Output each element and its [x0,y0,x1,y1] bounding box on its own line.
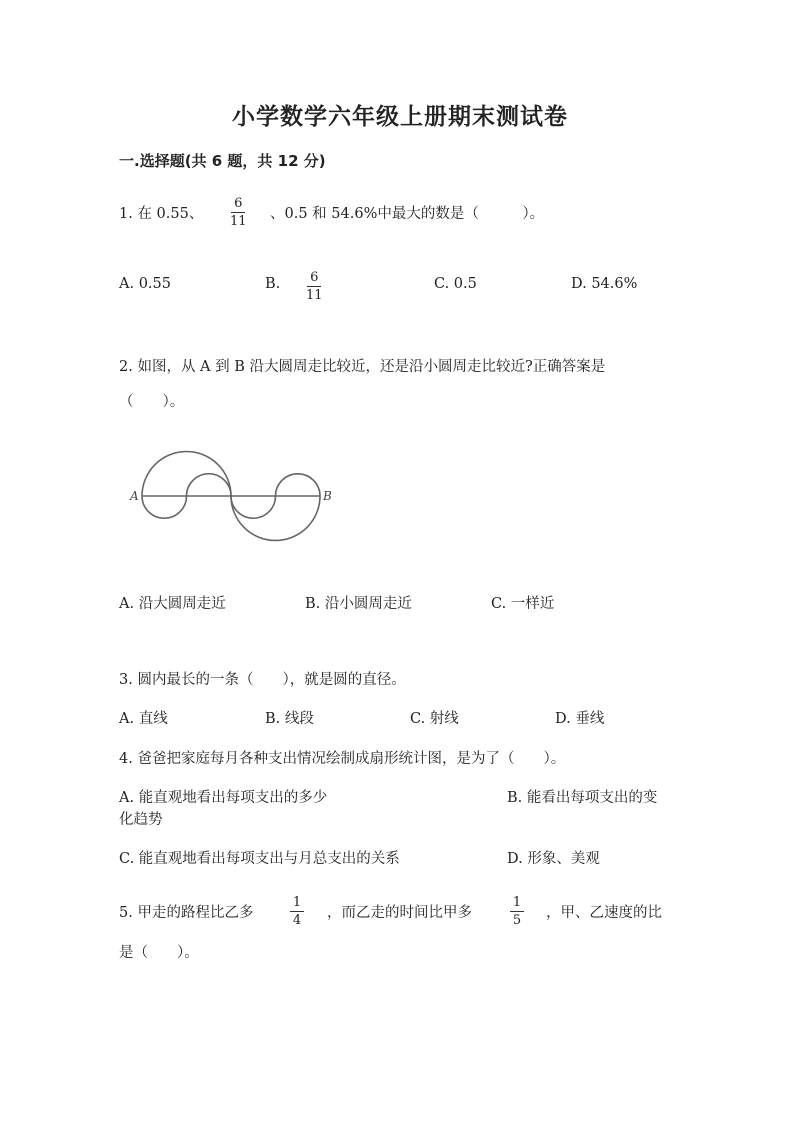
q1-fraction [230,196,247,229]
big-lower-arc [231,496,320,540]
q1-option-d: D. 54.6% [571,276,638,292]
q5-fraction-1 [290,895,304,928]
small-arc-3 [231,496,276,518]
q5-text-part2: ，而乙走的时间比甲多 [327,905,472,921]
q5-fraction-1-numerator: 1 [292,895,302,910]
q4-option-d: D. 形象、美观 [507,851,600,867]
q3-option-b: B. 线段 [265,711,314,727]
big-upper-arc [142,452,231,497]
q5-fraction-2-denominator: 5 [512,913,522,928]
q5-text-line2: 是（ ）。 [119,945,199,961]
q2-text-line2: （ ）。 [119,394,185,410]
q5-text-part3: ，甲、乙速度的比 [546,905,662,921]
q1-option-c: C. 0.5 [434,276,477,292]
q3-text: 3. 圆内最长的一条（ ），就是圆的直径。 [119,672,406,688]
q5-fraction-2 [510,895,524,928]
page-title: 小学数学六年级上册期末测试卷 [232,104,568,130]
q3-option-c: C. 射线 [410,711,459,727]
q4-option-b-line1: B. 能看出每项支出的变 [507,790,658,806]
q4-option-a: A. 能直观地看出每项支出的多少 [119,790,328,806]
small-arc-4 [276,474,321,496]
q2-option-a: A. 沿大圆周走近 [119,596,226,612]
q1-fraction-numerator: 6 [234,196,243,211]
q1-option-b-label: B. [265,276,281,292]
q1-option-b-fraction [306,270,323,303]
small-arc-1 [142,496,187,518]
q1-fraction-denominator: 11 [230,214,247,229]
q2-text-line1: 2. 如图，从 A 到 B 沿大圆周走比较近，还是沿小圆周走比较近?正确答案是 [119,359,606,375]
q5-fraction-2-numerator: 1 [512,895,522,910]
fraction-bar [510,911,524,912]
q3-option-d: D. 垂线 [555,711,605,727]
point-b-label: B [323,489,332,503]
q2-option-c: C. 一样近 [491,596,555,612]
small-arc-2 [187,474,232,496]
point-a-label: A [130,489,139,503]
q2-option-b: B. 沿小圆周走近 [305,596,412,612]
q1-option-b-numerator: 6 [310,270,319,285]
q4-option-b-line2: 化趋势 [119,812,163,828]
circles-figure [120,440,350,555]
fraction-bar [231,212,245,213]
q3-option-a: A. 直线 [119,711,168,727]
q1-option-b-denominator: 11 [306,288,323,303]
q1-text-after: 、0.5 和 54.6%中最大的数是（ ）。 [270,206,545,222]
q1-text-before: 1. 在 0.55、 [119,206,204,222]
q4-text: 4. 爸爸把家庭每月各种支出情况绘制成扇形统计图，是为了（ ）。 [119,751,566,767]
q5-text-part1: 5. 甲走的路程比乙多 [119,905,254,921]
q5-fraction-1-denominator: 4 [292,913,302,928]
q1-option-a: A. 0.55 [119,276,171,292]
q4-option-c: C. 能直观地看出每项支出与月总支出的关系 [119,851,400,867]
fraction-bar [307,286,321,287]
section-heading: 一.选择题(共 6 题，共 12 分) [119,152,326,170]
fraction-bar [290,911,304,912]
